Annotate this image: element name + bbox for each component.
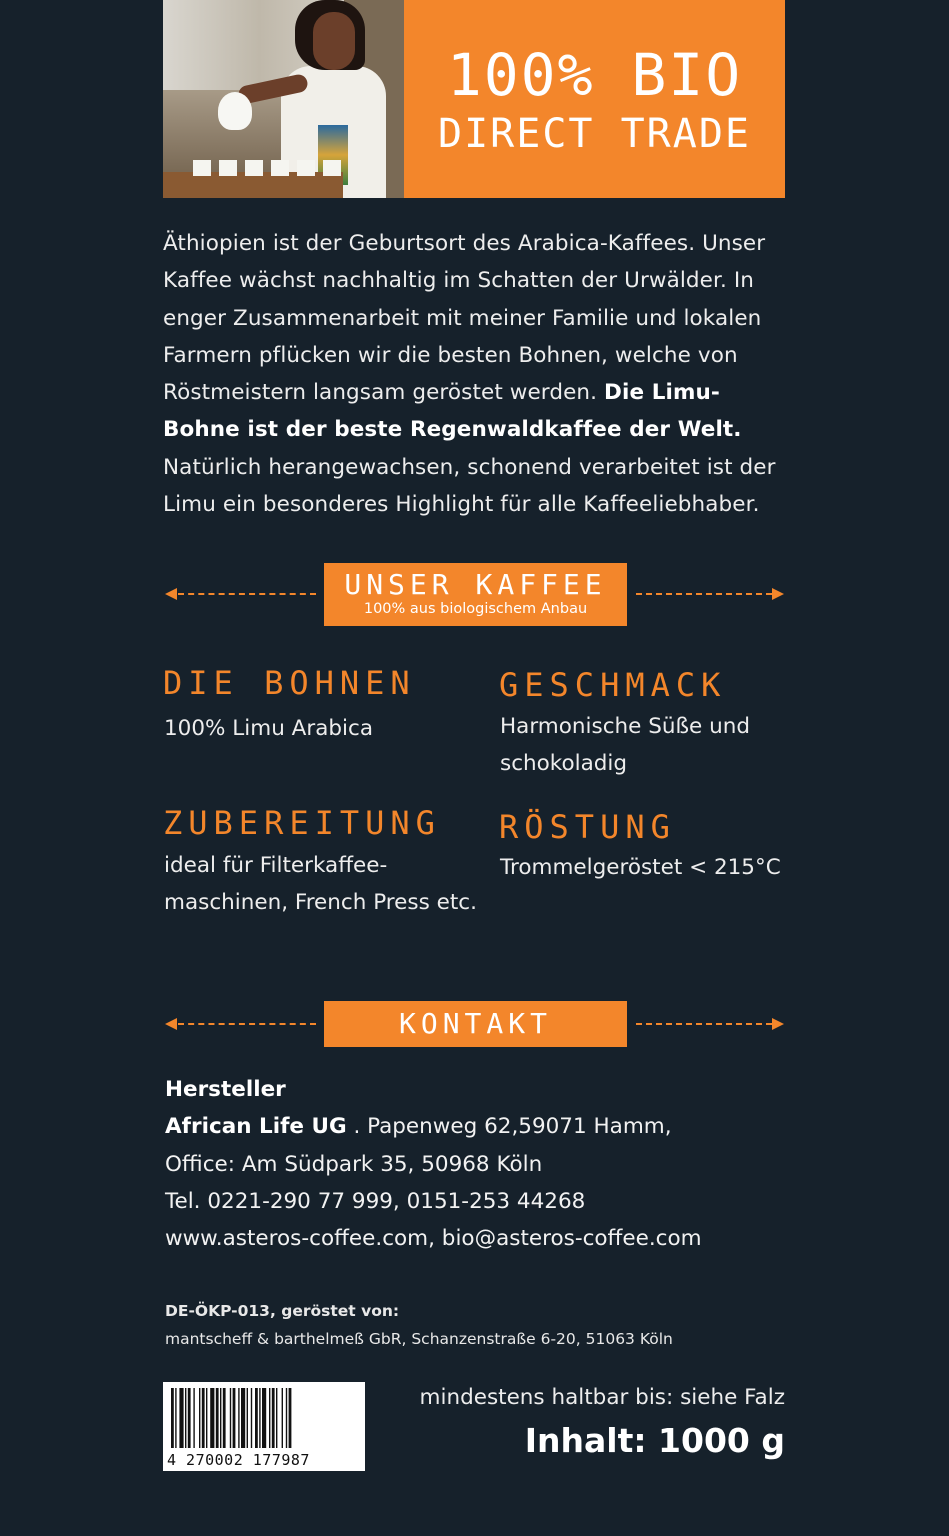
section-subtitle: 100% aus biologischem Anbau — [363, 601, 588, 617]
hero-photo — [163, 0, 404, 198]
barcode-digits: 4 270002 177987 — [167, 1451, 310, 1469]
feature-text-roestung: Trommelgeröstet < 215°C — [500, 855, 781, 880]
dashed-divider — [636, 593, 772, 595]
hero-title: 100% BIO — [446, 41, 743, 109]
hero-subtitle: DIRECT TRADE — [438, 111, 751, 157]
hero-badge — [404, 0, 785, 198]
cert-code: DE-ÖKP-013, geröstet von: — [165, 1302, 400, 1320]
contact-block — [165, 1071, 785, 1257]
arrow-right-icon — [772, 1018, 784, 1030]
section-title: KONTAKT — [398, 1007, 552, 1040]
dashed-divider — [636, 1023, 772, 1025]
dashed-divider — [178, 1023, 316, 1025]
best-before: mindestens haltbar bis: siehe Falz — [419, 1385, 785, 1410]
feature-text-geschmack: Harmonische Süße und schokoladig — [500, 714, 750, 777]
section-banner-kaffee — [324, 563, 627, 626]
certification-block — [165, 1297, 785, 1353]
intro-paragraph — [163, 225, 788, 523]
cert-roaster: mantscheff & barthelmeß GbR, Schanzenstraße 6-20, 51063 Köln — [165, 1330, 673, 1348]
net-content: Inhalt: 1000 g — [524, 1421, 785, 1460]
feature-heading-roestung: RÖSTUNG — [499, 808, 676, 846]
intro-line: Kaffee wächst nachhaltig im Schatten der Urwälder. In — [163, 268, 755, 294]
section-title: UNSER KAFFEE — [344, 568, 607, 601]
intro-line: Farmern pflücken wir die besten Bohnen, welche von — [163, 342, 738, 368]
intro-highlight: Bohne ist der beste Regenwaldkaffee der Welt. — [163, 417, 742, 443]
contact-office: Office: Am Südpark 35, 50968 Köln — [165, 1151, 543, 1177]
intro-line: Limu ein besonderes Highlight für alle Kaffeeliebhaber. — [163, 492, 760, 518]
barcode-bars — [171, 1388, 357, 1448]
intro-line — [163, 411, 788, 448]
arrow-left-icon — [165, 588, 177, 600]
intro-line: Natürlich herangewachsen, schonend verarbeitet ist der — [163, 454, 776, 480]
arrow-right-icon — [772, 588, 784, 600]
feature-heading-geschmack: GESCHMACK — [499, 666, 727, 704]
feature-text-zubereitung: ideal für Filterkaffee- maschinen, French Press etc. — [164, 853, 477, 916]
barcode — [163, 1382, 365, 1471]
contact-web: www.asteros-coffee.com, bio@asteros-coffee.com — [165, 1226, 702, 1252]
intro-line: Äthiopien ist der Geburtsort des Arabica-Kaffees. Unser — [163, 231, 766, 256]
section-banner-kontakt — [324, 1001, 627, 1047]
intro-line: Röstmeistern langsam geröstet werden. Die Limu- — [163, 380, 720, 406]
arrow-left-icon — [165, 1018, 177, 1030]
dashed-divider — [178, 593, 316, 595]
intro-line: enger Zusammenarbeit mit meiner Familie und lokalen — [163, 305, 762, 331]
feature-heading-bohnen: DIE BOHNEN — [163, 664, 416, 702]
contact-phone: Tel. 0221-290 77 999, 0151-253 44268 — [165, 1188, 586, 1214]
contact-heading: Hersteller — [165, 1077, 286, 1102]
contact-company: African Life UG . Papenweg 62,59071 Hamm, — [165, 1114, 672, 1140]
feature-heading-zubereitung: ZUBEREITUNG — [163, 804, 441, 842]
feature-text-bohnen: 100% Limu Arabica — [164, 716, 373, 741]
intro-highlight: Die Limu- — [604, 380, 720, 406]
